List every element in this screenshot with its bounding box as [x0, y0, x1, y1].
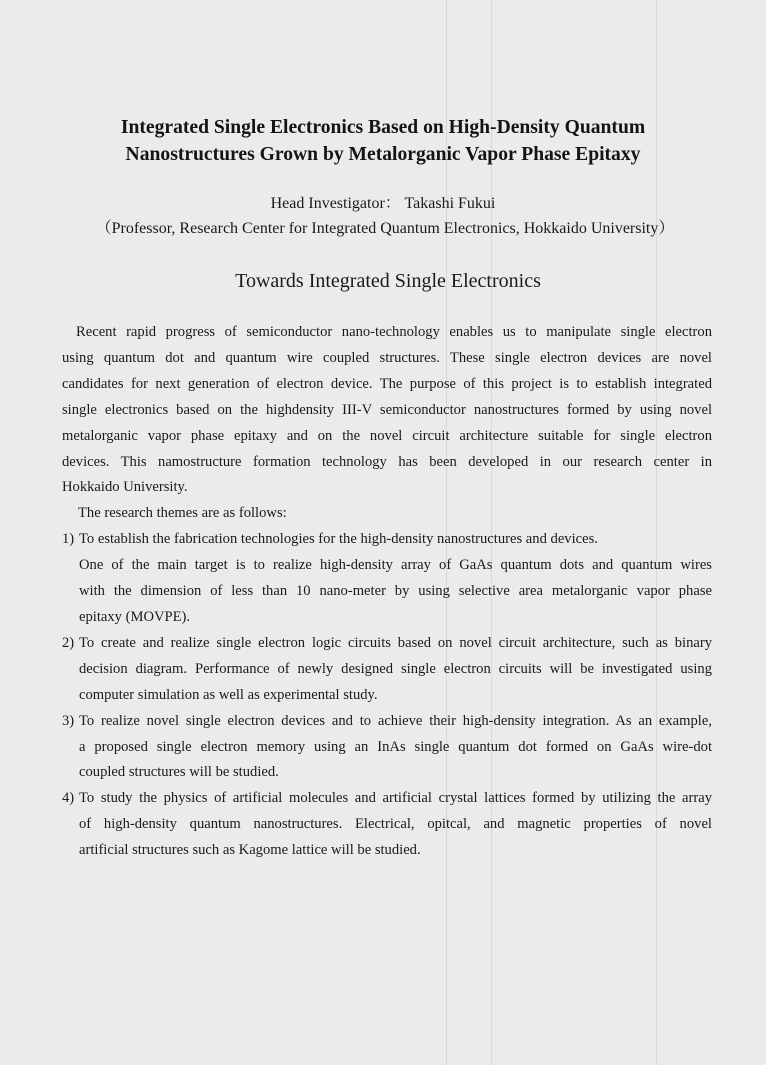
theme-line: epitaxy (MOVPE). [79, 608, 191, 625]
theme-line: To study the physics of artificial molecules and artificial crystal lattices formed by utilizing the array [79, 790, 712, 807]
theme-line: decision diagram. Performance of newly designed single electron circuits will be investigated using [79, 660, 712, 677]
document-body [62, 320, 712, 864]
theme-line: To establish the fabrication technologies for the high-density nanostructures and devices. [79, 531, 598, 548]
intro-paragraph [62, 320, 712, 501]
research-theme-2 [62, 631, 712, 709]
paragraph-line: Recent rapid progress of semiconductor nano-technology enables us to manipulate single electron [76, 324, 712, 340]
research-theme-3 [62, 709, 712, 787]
theme-line: of high-density quantum nanostructures. Electrical, opitcal, and magnetic properties of novel [79, 816, 712, 833]
theme-number: 2) [62, 634, 75, 651]
research-theme-4 [62, 786, 712, 864]
paragraph-line: single electronics based on the highdensity III-V semiconductor nanostructures formed by using novel [62, 401, 712, 418]
theme-number: 3) [62, 712, 75, 729]
theme-number: 1) [62, 531, 75, 548]
theme-line: computer simulation as well as experimental study. [79, 686, 378, 703]
theme-line: coupled structures will be studied. [79, 764, 279, 781]
paragraph-line: candidates for next generation of electron device. The purpose of this project is to establish integrated [62, 375, 712, 392]
section-heading: Towards Integrated Single Electronics [235, 270, 541, 292]
theme-line: To create and realize single electron logic circuits based on novel circuit architecture, such as binary [79, 634, 712, 651]
research-theme-1 [62, 527, 712, 631]
paragraph-line: metalorganic vapor phase epitaxy and on the novel circuit architecture suitable for single electron [62, 427, 712, 444]
theme-line: a proposed single electron memory using an InAs single quantum dot formed on GaAs wire-dot [79, 738, 712, 755]
theme-line: artificial structures such as Kagome lattice will be studied. [79, 842, 421, 859]
title-line: Nanostructures Grown by Metalorganic Vapor Phase Epitaxy [125, 144, 641, 165]
paragraph-line: Hokkaido University. [62, 479, 188, 496]
title-line: Integrated Single Electronics Based on High-Density Quantum [120, 117, 646, 138]
theme-line: To realize novel single electron devices and to achieve their high-density integration. As an example, [79, 712, 712, 729]
paragraph-line: using quantum dot and quantum wire coupled structures. These single electron devices are novel [62, 349, 712, 366]
theme-line: One of the main target is to realize high-density array of GaAs quantum dots and quantum wires [79, 557, 712, 574]
head-investigator: Head Investigator： Takashi Fukui [270, 195, 496, 212]
document-title [0, 114, 766, 168]
affiliation: （Professor, Research Center for Integrated Quantum Electronics, Hokkaido University） [95, 220, 675, 237]
theme-line: with the dimension of less than 10 nano-meter by using selective area metalorganic vapor phase [79, 583, 712, 600]
theme-number: 4) [62, 790, 75, 807]
themes-intro: The research themes are as follows: [78, 505, 287, 522]
paragraph-line: devices. This namostructure formation technology has been developed in our research center in [62, 453, 712, 470]
